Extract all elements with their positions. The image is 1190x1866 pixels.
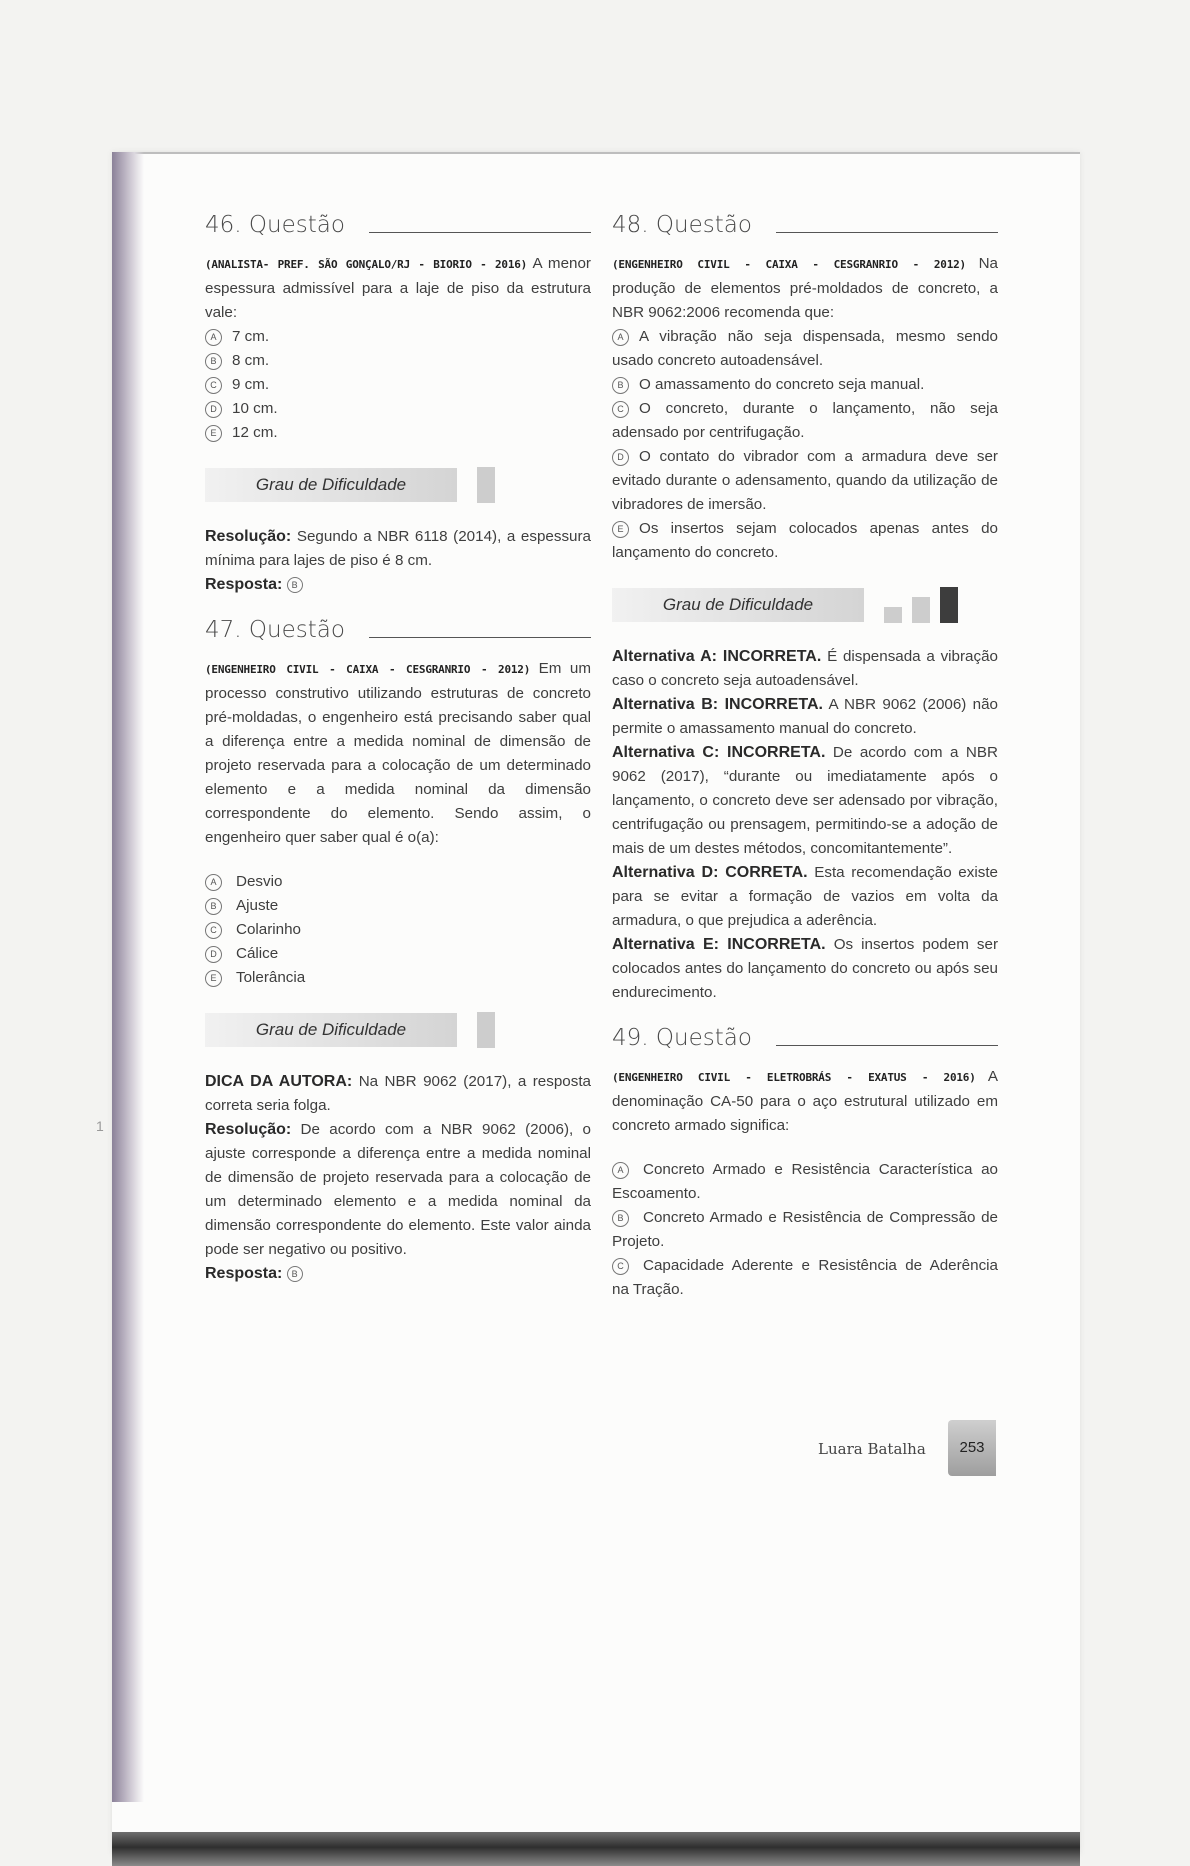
option-text: Os insertos sejam colocados apenas antes do lançamento do concreto. (612, 520, 998, 561)
footer-author: Luara Batalha (818, 1440, 926, 1458)
difficulty-indicator (205, 467, 591, 503)
option-letter-badge: C (612, 1258, 629, 1275)
option-letter-badge: E (205, 970, 222, 987)
statement-text: A menor espessura admissível para a laje de piso da estrutura vale: (205, 255, 591, 321)
option-list (612, 325, 998, 565)
option-item (612, 445, 998, 517)
option-text: Concreto Armado e Resistência Característica ao Escoamento. (612, 1161, 998, 1202)
answer-letter-badge: B (287, 1266, 303, 1282)
alternative-text: Os insertos podem ser colocados antes do lançamento do concreto ou após seu endurecimento. (612, 936, 998, 1001)
option-letter-badge: E (205, 425, 222, 442)
page-binding-shadow (112, 152, 144, 1802)
option-item (205, 421, 591, 445)
difficulty-bar (477, 467, 495, 503)
statement-text: Em um processo construtivo utilizando estruturas de concreto pré-moldadas, o engenheiro está precisando saber qual a diferença entre a medida nominal de dimensão de projeto reservada para a colocação de um determinado elemento e a medida nominal da dimensão correspondente do elemento. Sendo assim, o engenheiro quer saber qual é o(a): (205, 660, 591, 846)
option-item (205, 870, 591, 894)
right-column (612, 212, 998, 1302)
scanner-edge-strip (112, 1832, 1080, 1866)
option-letter-badge: C (612, 401, 629, 418)
difficulty-bar (884, 607, 902, 623)
option-letter-badge: B (205, 353, 222, 370)
option-text: 8 cm. (232, 352, 270, 369)
option-letter-badge: E (612, 521, 629, 538)
header-rule (369, 637, 591, 638)
option-letter-badge: D (205, 946, 222, 963)
option-letter-badge: C (205, 377, 222, 394)
option-item (205, 942, 591, 966)
question-title: 46. Questão (205, 212, 345, 238)
question-statement (612, 252, 998, 325)
author-tip (205, 1070, 591, 1118)
option-item (612, 1206, 998, 1254)
alternative-label: Alternativa E: INCORRETA. (612, 936, 826, 953)
option-letter-badge: A (205, 329, 222, 346)
alternative-label: Alternativa C: INCORRETA. (612, 744, 826, 761)
option-list (612, 1158, 998, 1302)
resolution-text: De acordo com a NBR 9062 (2006), o ajuste corresponde a diferença entre a medida nominal de dimensão de projeto reservada para a colocação de um determinado elemento e a medida nominal da dimensão correspondente do elemento. Este valor ainda pode ser negativo ou positivo. (205, 1121, 591, 1258)
option-item (205, 918, 591, 942)
question-statement (612, 1065, 998, 1138)
option-item (612, 397, 998, 445)
option-text: 9 cm. (232, 376, 270, 393)
option-item (205, 373, 591, 397)
alternative-analysis (612, 693, 998, 741)
question-title: 49. Questão (612, 1025, 752, 1051)
alternative-text: De acordo com a NBR 9062 (2017), “durante ou imediatamente após o lançamento, o concreto deve ser adensado por vibração, centrifugação ou prensagem, permitindo-se a adoção de mais de um destes métodos, concomitantemente”. (612, 744, 998, 857)
difficulty-bars (477, 1012, 495, 1048)
question-title: 47. Questão (205, 617, 345, 643)
alternative-text: Esta recomendação existe para se evitar a formação de vazios em volta da armadura, o que prejudica a aderência. (612, 864, 998, 929)
option-item (612, 325, 998, 373)
option-text: Cálice (236, 945, 279, 962)
option-text: Desvio (236, 873, 283, 890)
option-item (205, 966, 591, 990)
alternative-label: Alternativa A: INCORRETA. (612, 648, 822, 665)
option-letter-badge: D (205, 401, 222, 418)
resolution-label: Resolução: (205, 528, 292, 545)
option-text: A vibração não seja dispensada, mesmo sendo usado concreto autoadensável. (612, 328, 998, 369)
difficulty-bars (477, 467, 495, 503)
statement-text: Na produção de elementos pré-moldados de concreto, a NBR 9062:2006 recomenda que: (612, 255, 998, 321)
option-text: 12 cm. (232, 424, 278, 441)
option-text: O contato do vibrador com a armadura deve ser evitado durante o adensamento, quando da utilização de vibradores de imersão. (612, 448, 998, 513)
option-letter-badge: D (612, 449, 629, 466)
difficulty-bars (884, 587, 958, 623)
option-list (205, 870, 591, 990)
option-item (612, 1158, 998, 1206)
option-item (205, 325, 591, 349)
difficulty-indicator (612, 587, 998, 623)
difficulty-label: Grau de Dificuldade (205, 1013, 457, 1047)
question-source: (ANALISTA- PREF. SÃO GONÇALO/RJ - BIORIO - 2016) (205, 258, 528, 271)
answer-label: Resposta: (205, 576, 283, 593)
header-rule (369, 232, 591, 233)
difficulty-label: Grau de Dificuldade (612, 588, 864, 622)
alternative-analysis (612, 933, 998, 1005)
option-item (612, 373, 998, 397)
alternative-analysis (612, 645, 998, 693)
question-title: 48. Questão (612, 212, 752, 238)
answer (205, 573, 591, 597)
alternative-text: A NBR 9062 (2006) não permite o amassamento manual do concreto. (612, 696, 998, 737)
question-header (612, 212, 998, 238)
option-item (205, 349, 591, 373)
alternative-label: Alternativa D: CORRETA. (612, 864, 808, 881)
option-letter-badge: B (612, 377, 629, 394)
option-letter-badge: C (205, 922, 222, 939)
resolution (205, 1118, 591, 1262)
option-list (205, 325, 591, 445)
resolution-text: Segundo a NBR 6118 (2014), a espessura mínima para lajes de piso é 8 cm. (205, 528, 591, 569)
question-statement (205, 252, 591, 325)
difficulty-bar (912, 597, 930, 623)
alternative-text: É dispensada a vibração caso o concreto seja autoadensável. (612, 648, 998, 689)
answer-label: Resposta: (205, 1265, 283, 1282)
alternative-analysis (612, 741, 998, 861)
option-text: 10 cm. (232, 400, 278, 417)
option-text: Tolerância (236, 969, 306, 986)
question-source: (ENGENHEIRO CIVIL - CAIXA - CESGRANRIO - 2012) (205, 663, 531, 676)
question-statement (205, 657, 591, 850)
option-text: 7 cm. (232, 328, 270, 345)
difficulty-bar (940, 587, 958, 623)
answer-letter-badge: B (287, 577, 303, 593)
alternative-analysis (612, 861, 998, 933)
option-text: Capacidade Aderente e Resistência de Aderência na Tração. (612, 1257, 998, 1298)
option-letter-badge: B (205, 898, 222, 915)
question-header (612, 1025, 998, 1051)
option-text: Ajuste (236, 897, 279, 914)
resolution (205, 525, 591, 573)
question-header (205, 617, 591, 643)
difficulty-bar (477, 1012, 495, 1048)
option-item (612, 517, 998, 565)
option-text: Colarinho (236, 921, 302, 938)
answer (205, 1262, 591, 1286)
question-source: (ENGENHEIRO CIVIL - CAIXA - CESGRANRIO - 2012) (612, 258, 966, 271)
difficulty-indicator (205, 1012, 591, 1048)
option-text: O concreto, durante o lançamento, não seja adensado por centrifugação. (612, 400, 998, 441)
header-rule (776, 1045, 998, 1046)
option-item (612, 1254, 998, 1302)
tip-label: DICA DA AUTORA: (205, 1073, 353, 1090)
difficulty-label: Grau de Dificuldade (205, 468, 457, 502)
statement-text: A denominação CA-50 para o aço estrutural utilizado em concreto armado significa: (612, 1068, 998, 1134)
header-rule (776, 232, 998, 233)
question-source: (ENGENHEIRO CIVIL - ELETROBRÁS - EXATUS - 2016) (612, 1071, 976, 1084)
option-item (205, 397, 591, 421)
option-letter-badge: A (205, 874, 222, 891)
option-letter-badge: B (612, 1210, 629, 1227)
option-item (205, 894, 591, 918)
alternative-label: Alternativa B: INCORRETA. (612, 696, 823, 713)
option-letter-badge: A (612, 1162, 629, 1179)
option-letter-badge: A (612, 329, 629, 346)
page-number-tab: 253 (948, 1420, 996, 1476)
option-text: Concreto Armado e Resistência de Compressão de Projeto. (612, 1209, 998, 1250)
scan-mark: 1 (96, 1118, 104, 1134)
question-header (205, 212, 591, 238)
left-column (205, 212, 591, 1286)
resolution-label: Resolução: (205, 1121, 292, 1138)
tip-text: Na NBR 9062 (2017), a resposta correta seria folga. (205, 1073, 591, 1114)
option-text: O amassamento do concreto seja manual. (639, 376, 925, 393)
